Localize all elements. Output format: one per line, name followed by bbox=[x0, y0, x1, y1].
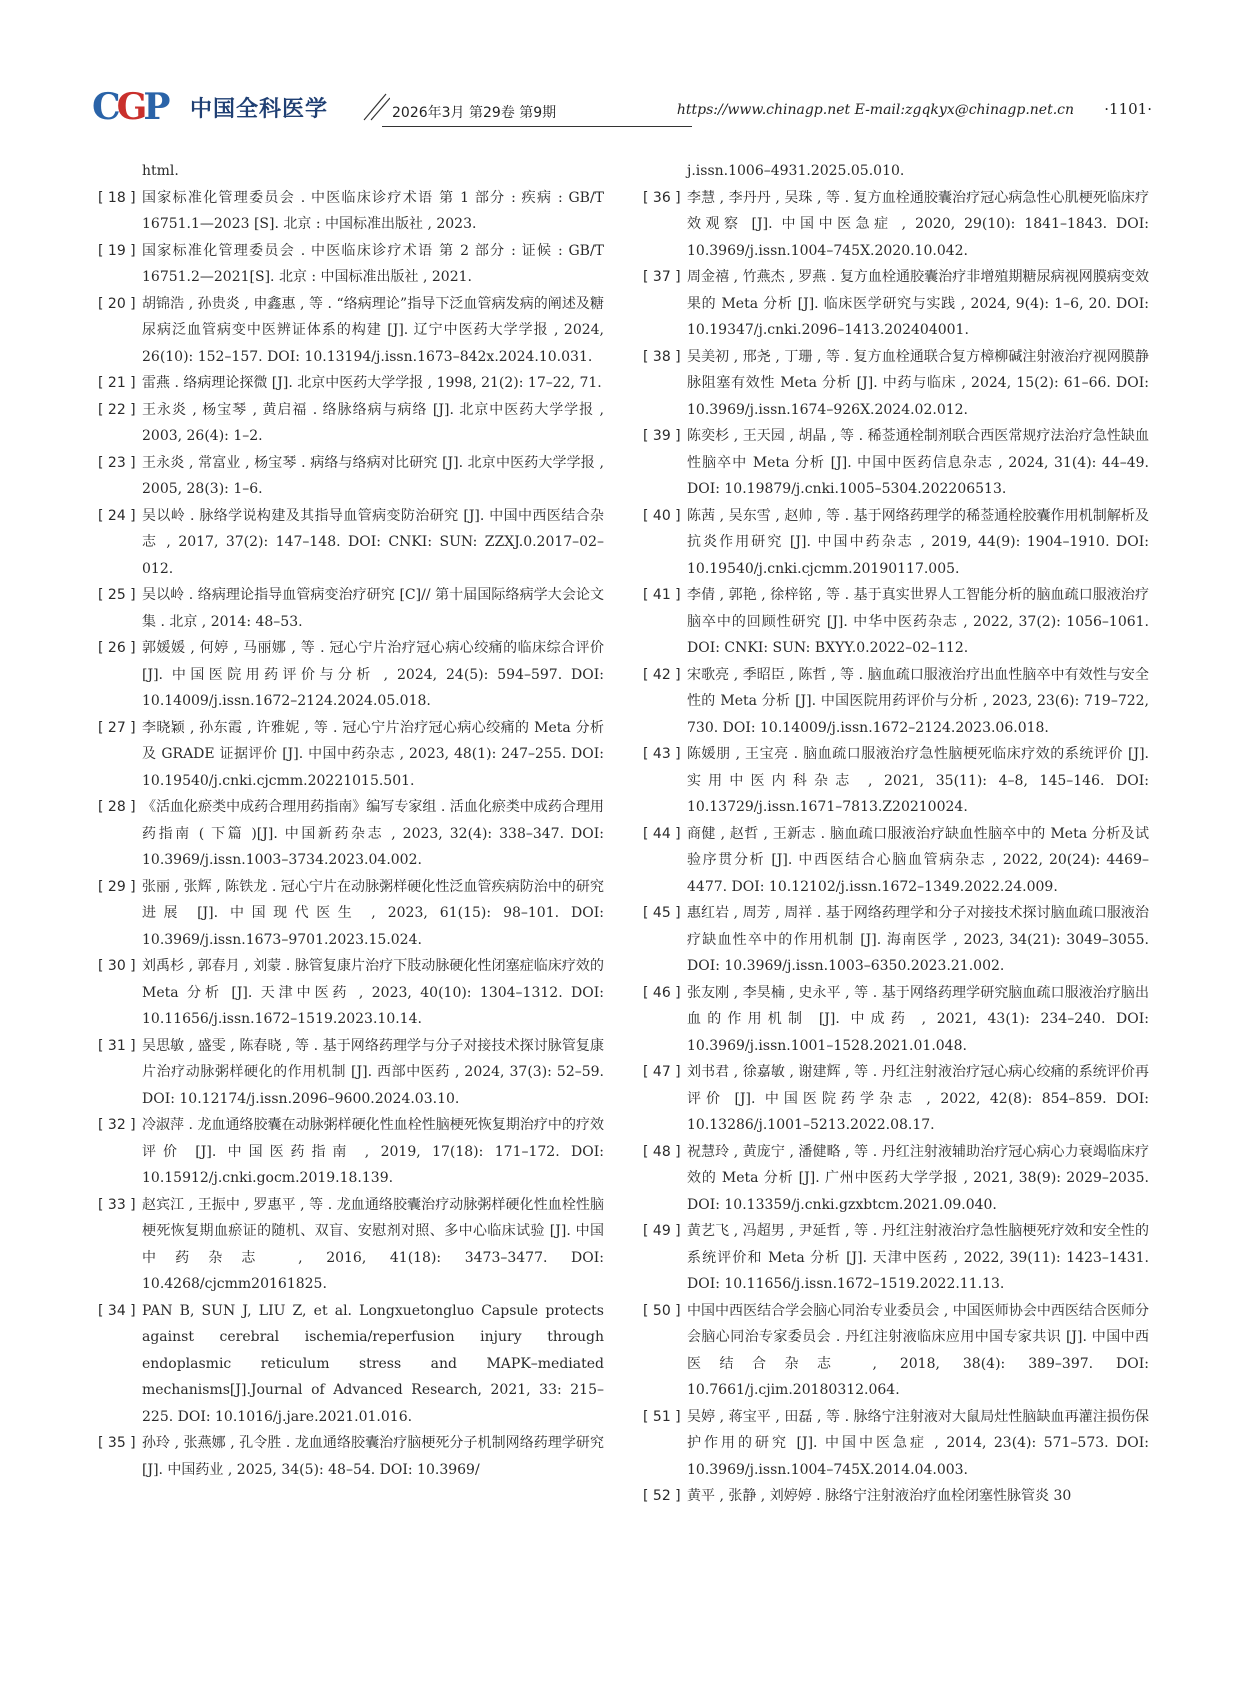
reference-list bbox=[643, 185, 1149, 1510]
reference-item bbox=[98, 370, 604, 397]
reference-number: [ 26 ] bbox=[98, 640, 136, 656]
website-email: https://www.chinagp.net E-mail:zgqkyx@chinagp.net.cn bbox=[676, 102, 1074, 118]
reference-text: 李慧 , 李丹丹 , 吴珠 , 等 . 复方血栓通胶囊治疗冠心病急性心肌梗死临床疗效观察 [J]. 中国中医急症 , 2020, 29(10): 1841–1843. DOI: 10.3969/j.issn.1004–745X.2020.10.042. bbox=[687, 189, 1149, 259]
reference-item bbox=[643, 582, 1149, 662]
reference-item bbox=[643, 1218, 1149, 1298]
continuation-text: html. bbox=[142, 163, 179, 179]
reference-number: [ 36 ] bbox=[643, 189, 681, 206]
reference-text: 王永炎 , 常富业 , 杨宝琴 . 病络与络病对比研究 [J]. 北京中医药大学学报 , 2005, 28(3): 1–6. bbox=[142, 454, 604, 497]
reference-text: 孙玲 , 张燕娜 , 孔令胜 . 龙血通络胶囊治疗脑梗死分子机制网络药理学研究 [J]. 中国药业 , 2025, 34(5): 48–54. DOI: 10.3969/ bbox=[142, 1435, 604, 1478]
reference-text: 雷燕 . 络病理论探微 [J]. 北京中医药大学学报 , 1998, 21(2): 17–22, 71. bbox=[142, 375, 602, 391]
reference-text: 张友刚 , 李昊楠 , 史永平 , 等 . 基于网络药理学研究脑血疏口服液治疗脑出血的作用机制 [J]. 中成药 , 2021, 43(1): 234–240. DOI: 10.3969/j.issn.1001–1528.2021.01.048. bbox=[687, 984, 1149, 1054]
page-number: ·1101· bbox=[1104, 100, 1152, 118]
reference-text: 惠红岩 , 周芳 , 周祥 . 基于网络药理学和分子对接技术探讨脑血疏口服液治疗缺血性卒中的作用机制 [J]. 海南医学 , 2023, 34(21): 3049–3055. DOI: 10.3969/j.issn.1003–6350.2023.21.002. bbox=[687, 905, 1149, 974]
reference-item bbox=[98, 874, 604, 954]
page-header bbox=[92, 88, 1152, 128]
reference-text: 中国中西医结合学会脑心同治专业委员会 , 中国医师协会中西医结合医师分会脑心同治专家委员会 . 丹红注射液临床应用中国专家共识 [J]. 中国中西医结合杂志 , 2018, 38(4): 389–397. DOI: 10.7661/j.cjim.20180312.064. bbox=[687, 1302, 1149, 1398]
reference-item bbox=[98, 238, 604, 291]
reference-item bbox=[98, 1298, 604, 1431]
cgp-logo: CGP bbox=[92, 86, 167, 128]
reference-number: [ 42 ] bbox=[643, 666, 681, 683]
reference-number: [ 43 ] bbox=[643, 746, 681, 762]
reference-item bbox=[643, 1059, 1149, 1139]
reference-number: [ 19 ] bbox=[98, 242, 136, 259]
reference-item bbox=[98, 291, 604, 371]
reference-text: 周金禧 , 竹燕杰 , 罗燕 . 复方血栓通胶囊治疗非增殖期糖尿病视网膜病变效果的 Meta 分析 [J]. 临床医学研究与实践 , 2024, 9(4): 1–6, 20. DOI: 10.19347/j.cnki.2096–1413.202404001. bbox=[687, 269, 1149, 338]
reference-number: [ 27 ] bbox=[98, 719, 136, 736]
reference-number: [ 51 ] bbox=[643, 1408, 681, 1425]
reference-text: 吴婷 , 蒋宝平 , 田磊 , 等 . 脉络宁注射液对大鼠局灶性脑缺血再灌注损伤保护作用的研究 [J]. 中国中医急症 , 2014, 23(4): 571–573. DOI: 10.3969/j.issn.1004–745X.2014.04.003. bbox=[687, 1408, 1149, 1478]
reference-item bbox=[643, 980, 1149, 1060]
reference-text: 陈茜 , 吴东雪 , 赵帅 , 等 . 基于网络药理学的稀莶通栓胶囊作用机制解析及抗炎作用研究 [J]. 中国中药杂志 , 2019, 44(9): 1904–1910. DOI: 10.19540/j.cnki.cjcmm.20190117.005. bbox=[687, 507, 1149, 577]
reference-number: [ 39 ] bbox=[643, 428, 681, 444]
reference-text: 国家标准化管理委员会 . 中医临床诊疗术语 第 1 部分 : 疾病 : GB/T 16751.1—2023 [S]. 北京 : 中国标准出版社 , 2023. bbox=[142, 189, 604, 232]
reference-item bbox=[643, 185, 1149, 265]
reference-number: [ 40 ] bbox=[643, 507, 681, 524]
reference-item bbox=[98, 1112, 604, 1192]
reference-number: [ 32 ] bbox=[98, 1117, 136, 1133]
reference-item bbox=[98, 635, 604, 715]
reference-number: [ 33 ] bbox=[98, 1196, 136, 1213]
reference-text: 赵宾江 , 王振中 , 罗惠平 , 等 . 龙血通络胶囊治疗动脉粥样硬化性血栓性脑梗死恢复期血瘀证的随机、双盲、安慰剂对照、多中心临床试验 [J]. 中国中药杂志 , 2016, 41(18): 3473–3477. DOI: 10.4268/cjcmm20161825. bbox=[142, 1196, 604, 1292]
continuation-text: j.issn.1006–4931.2025.05.010. bbox=[687, 163, 905, 179]
reference-text: 吴美初 , 邢尧 , 丁珊 , 等 . 复方血栓通联合复方樟柳碱注射液治疗视网膜静脉阻塞有效性 Meta 分析 [J]. 中药与临床 , 2024, 15(2): 61–66. DOI: 10.3969/j.issn.1674–926X.2024.02.012. bbox=[687, 348, 1149, 418]
left-column bbox=[98, 158, 604, 1483]
header-rule bbox=[382, 126, 692, 127]
reference-number: [ 47 ] bbox=[643, 1064, 681, 1080]
reference-text: 黄艺飞 , 冯超男 , 尹延哲 , 等 . 丹红注射液治疗急性脑梗死疗效和安全性的系统评价和 Meta 分析 [J]. 天津中医药 , 2022, 39(11): 1423–1431. DOI: 10.11656/j.issn.1672–1519.2022.11.13. bbox=[687, 1223, 1149, 1292]
reference-number: [ 46 ] bbox=[643, 984, 681, 1001]
reference-number: [ 48 ] bbox=[643, 1143, 681, 1160]
reference-number: [ 24 ] bbox=[98, 507, 136, 524]
reference-number: [ 35 ] bbox=[98, 1435, 136, 1451]
journal-name: 中国全科医学 bbox=[190, 97, 329, 122]
reference-text: 黄平 , 张静 , 刘婷婷 . 脉络宁注射液治疗血栓闭塞性脉管炎 30 bbox=[687, 1488, 1072, 1504]
reference-number: [ 45 ] bbox=[643, 905, 681, 921]
reference-item bbox=[98, 185, 604, 238]
reference-number: [ 38 ] bbox=[643, 348, 681, 365]
reference-number: [ 31 ] bbox=[98, 1037, 136, 1054]
reference-item bbox=[643, 821, 1149, 901]
reference-number: [ 28 ] bbox=[98, 799, 136, 815]
reference-item bbox=[98, 1192, 604, 1298]
reference-number: [ 25 ] bbox=[98, 587, 136, 603]
reference-text: 祝慧玲 , 黄庞宁 , 潘健略 , 等 . 丹红注射液辅助治疗冠心病心力衰竭临床疗效的 Meta 分析 [J]. 广州中医药大学学报 , 2021, 38(9): 2029–2035. DOI: 10.13359/j.cnki.gzxbtcm.2021.09.040. bbox=[687, 1143, 1149, 1213]
reference-item bbox=[98, 397, 604, 450]
reference-item bbox=[643, 662, 1149, 742]
reference-item bbox=[643, 344, 1149, 424]
reference-text: 吴以岭 . 脉络学说构建及其指导血管病变防治研究 [J]. 中国中西医结合杂志 , 2017, 37(2): 147–148. DOI: CNKI: SUN: ZZXJ.0.2017–02–012. bbox=[142, 507, 604, 577]
reference-item bbox=[643, 1483, 1149, 1510]
reference-number: [ 21 ] bbox=[98, 375, 136, 391]
reference-number: [ 50 ] bbox=[643, 1302, 681, 1319]
reference-text: 郭媛媛 , 何婷 , 马丽娜 , 等 . 冠心宁片治疗冠心病心绞痛的临床综合评价 [J]. 中国医院用药评价与分析 , 2024, 24(5): 594–597. DOI: 10.14009/j.issn.1672–2124.2024.05.018. bbox=[142, 640, 604, 709]
right-column bbox=[643, 158, 1149, 1510]
reference-item bbox=[98, 450, 604, 503]
reference-text: 冷淑萍 . 龙血通络胶囊在动脉粥样硬化性血栓性脑梗死恢复期治疗中的疗效评价 [J]. 中国医药指南 , 2019, 17(18): 171–172. DOI: 10.15912/j.cnki.gocm.2019.18.139. bbox=[142, 1117, 604, 1186]
reference-text: 国家标准化管理委员会 . 中医临床诊疗术语 第 2 部分 : 证候 : GB/T 16751.2—2021[S]. 北京 : 中国标准出版社 , 2021. bbox=[142, 242, 604, 285]
reference-text: 商健 , 赵哲 , 王新志 . 脑血疏口服液治疗缺血性脑卒中的 Meta 分析及试验序贯分析 [J]. 中西医结合心脑血管病杂志 , 2022, 20(24): 4469–4477. DOI: 10.12102/j.issn.1672–1349.2022.24.009. bbox=[687, 825, 1149, 895]
reference-item bbox=[98, 582, 604, 635]
reference-number: [ 29 ] bbox=[98, 878, 136, 895]
reference-text: 陈媛朋 , 王宝亮 . 脑血疏口服液治疗急性脑梗死临床疗效的系统评价 [J]. 实用中医内科杂志 , 2021, 35(11): 4–8, 145–146. DOI: 10.13729/j.issn.1671–7813.Z20210024. bbox=[687, 746, 1149, 815]
reference-text: 李倩 , 郭艳 , 徐梓铭 , 等 . 基于真实世界人工智能分析的脑血疏口服液治疗脑卒中的回顾性研究 [J]. 中华中医药杂志 , 2022, 37(2): 1056–1061. DOI: CNKI: SUN: BXYY.0.2022–02–112. bbox=[687, 587, 1149, 656]
reference-text: 王永炎 , 杨宝琴 , 黄启福 . 络脉络病与病络 [J]. 北京中医药大学学报 , 2003, 26(4): 1–2. bbox=[142, 401, 604, 444]
reference-number: [ 52 ] bbox=[643, 1488, 681, 1504]
reference-item bbox=[643, 503, 1149, 583]
reference-text: 张丽 , 张辉 , 陈铁龙 . 冠心宁片在动脉粥样硬化性泛血管疾病防治中的研究进展 [J]. 中国现代医生 , 2023, 61(15): 98–101. DOI: 10.3969/j.issn.1673–9701.2023.15.024. bbox=[142, 878, 604, 948]
reference-number: [ 23 ] bbox=[98, 454, 136, 471]
reference-number: [ 44 ] bbox=[643, 825, 681, 842]
reference-number: [ 49 ] bbox=[643, 1223, 681, 1239]
reference-number: [ 20 ] bbox=[98, 295, 136, 312]
reference-item bbox=[643, 900, 1149, 980]
reference-item bbox=[98, 1430, 604, 1483]
reference-number: [ 37 ] bbox=[643, 269, 681, 285]
reference-list bbox=[98, 185, 604, 1484]
reference-item bbox=[643, 1298, 1149, 1404]
reference-text: 吴思敏 , 盛雯 , 陈春晓 , 等 . 基于网络药理学与分子对接技术探讨脉管复康片治疗动脉粥样硬化的作用机制 [J]. 西部中医药 , 2024, 37(3): 52–59. DOI: 10.12174/j.issn.2096–9600.2024.03.10. bbox=[142, 1037, 604, 1107]
reference-item bbox=[643, 741, 1149, 821]
reference-text: 吴以岭 . 络病理论指导血管病变治疗研究 [C]// 第十届国际络病学大会论文集 . 北京 , 2014: 48–53. bbox=[142, 587, 604, 630]
reference-item bbox=[643, 1139, 1149, 1219]
reference-number: [ 41 ] bbox=[643, 587, 681, 603]
slash-divider bbox=[360, 92, 390, 122]
reference-item bbox=[643, 264, 1149, 344]
reference-item bbox=[643, 1404, 1149, 1484]
reference-item bbox=[98, 953, 604, 1033]
reference-item bbox=[98, 715, 604, 795]
reference-text: 《活血化瘀类中成药合理用药指南》编写专家组 . 活血化瘀类中成药合理用药指南 ( 下篇 )[J]. 中国新药杂志 , 2023, 32(4): 338–347. DOI: 10.3969/j.issn.1003–3734.2023.04.002. bbox=[142, 799, 604, 868]
reference-text: PAN B, SUN J, LIU Z, et al. Longxuetongluo Capsule protects against cerebral ischemia/reperfusion injury through endoplasmic reticulum stress and MAPK–mediated mechanisms[J].Journal of Advanced Research, 2021, 33: 215–225. DOI: 10.1016/j.jare.2021.01.016. bbox=[142, 1302, 604, 1425]
issue-info: 2026年3月 第29卷 第9期 bbox=[392, 105, 557, 121]
reference-text: 李晓颖 , 孙东霞 , 许雅妮 , 等 . 冠心宁片治疗冠心病心绞痛的 Meta 分析及 GRADE 证据评价 [J]. 中国中药杂志 , 2023, 48(1): 247–255. DOI: 10.19540/j.cnki.cjcmm.20221015.501. bbox=[142, 719, 604, 789]
reference-number: [ 34 ] bbox=[98, 1302, 136, 1319]
reference-text: 胡锦浩 , 孙贵炎 , 申鑫惠 , 等 . “络病理论”指导下泛血管病发病的阐述及糖尿病泛血管病变中医辨证体系的构建 [J]. 辽宁中医药大学学报 , 2024, 26(10): 152–157. DOI: 10.13194/j.issn.1673–842x.2024.10.031. bbox=[142, 295, 604, 365]
reference-item bbox=[98, 503, 604, 583]
reference-text: 宋歌亮 , 季昭臣 , 陈哲 , 等 . 脑血疏口服液治疗出血性脑卒中有效性与安全性的 Meta 分析 [J]. 中国医院用药评价与分析 , 2023, 23(6): 719–722, 730. DOI: 10.14009/j.issn.1672–2124.2023.06.018. bbox=[687, 666, 1149, 736]
reference-text: 刘书君 , 徐嘉敏 , 谢建辉 , 等 . 丹红注射液治疗冠心病心绞痛的系统评价再评价 [J]. 中国医院药学杂志 , 2022, 42(8): 854–859. DOI: 10.13286/j.1001–5213.2022.08.17. bbox=[687, 1064, 1149, 1133]
reference-number: [ 18 ] bbox=[98, 189, 136, 206]
reference-item bbox=[98, 794, 604, 874]
reference-text: 刘禹杉 , 郭春月 , 刘蒙 . 脉管复康片治疗下肢动脉硬化性闭塞症临床疗效的 Meta 分析 [J]. 天津中医药 , 2023, 40(10): 1304–1312. DOI: 10.11656/j.issn.1672–1519.2023.10.14. bbox=[142, 958, 604, 1027]
reference-text: 陈奕杉 , 王天园 , 胡晶 , 等 . 稀莶通栓制剂联合西医常规疗法治疗急性缺血性脑卒中 Meta 分析 [J]. 中国中医药信息杂志 , 2024, 31(4): 44–49. DOI: 10.19879/j.cnki.1005–5304.202206513. bbox=[687, 428, 1149, 497]
reference-number: [ 22 ] bbox=[98, 401, 136, 418]
reference-item bbox=[643, 423, 1149, 503]
reference-item bbox=[98, 1033, 604, 1113]
reference-number: [ 30 ] bbox=[98, 958, 136, 974]
